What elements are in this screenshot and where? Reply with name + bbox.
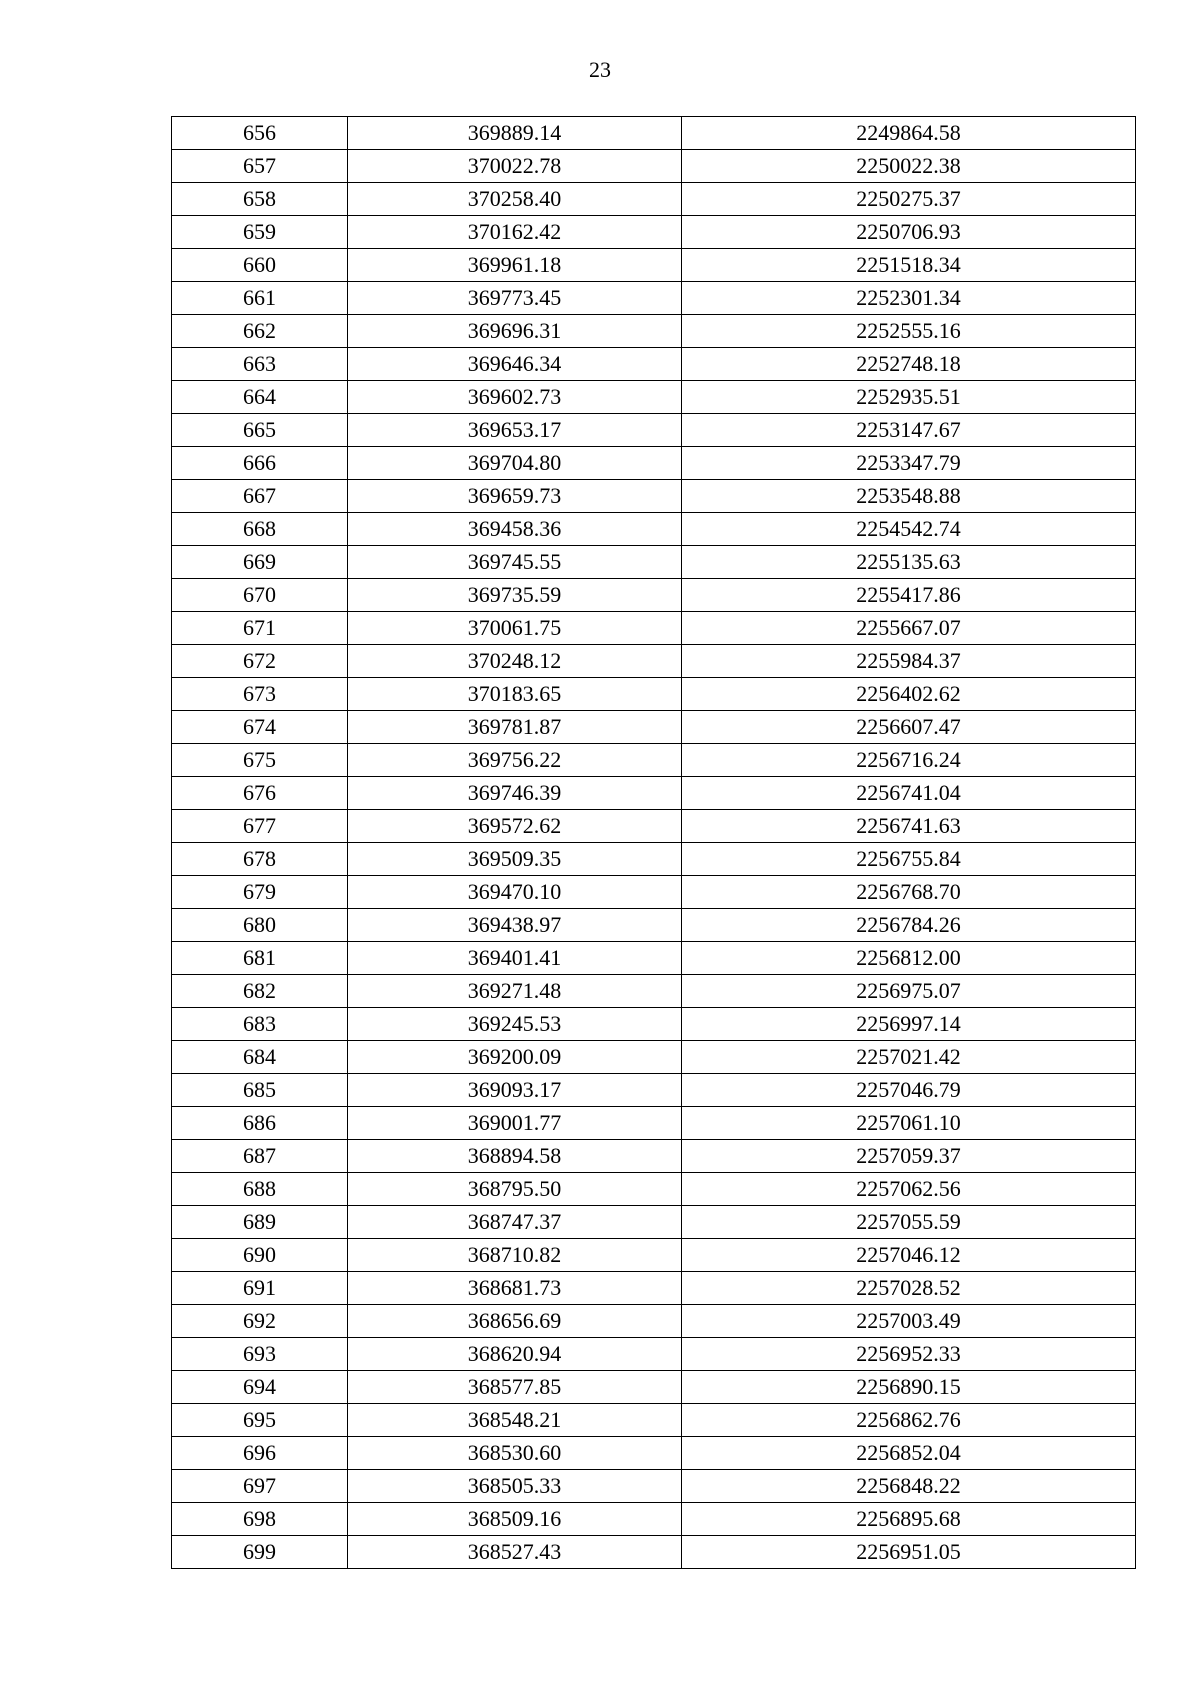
x-coordinate-cell: 370022.78	[348, 150, 682, 183]
table-row	[172, 1437, 1136, 1470]
x-coordinate-cell: 369646.34	[348, 348, 682, 381]
y-coordinate-cell: 2257059.37	[682, 1140, 1136, 1173]
point-number-cell: 678	[172, 843, 348, 876]
y-coordinate-cell: 2252935.51	[682, 381, 1136, 414]
y-coordinate-cell: 2257046.79	[682, 1074, 1136, 1107]
x-coordinate-cell: 368795.50	[348, 1173, 682, 1206]
x-coordinate-cell: 369746.39	[348, 777, 682, 810]
y-coordinate-cell: 2256768.70	[682, 876, 1136, 909]
point-number-cell: 693	[172, 1338, 348, 1371]
point-number-cell: 680	[172, 909, 348, 942]
y-coordinate-cell: 2256848.22	[682, 1470, 1136, 1503]
table-row	[172, 1173, 1136, 1206]
x-coordinate-cell: 368710.82	[348, 1239, 682, 1272]
point-number-cell: 661	[172, 282, 348, 315]
point-number-cell: 663	[172, 348, 348, 381]
y-coordinate-cell: 2256951.05	[682, 1536, 1136, 1569]
table-row	[172, 1272, 1136, 1305]
table-row	[172, 975, 1136, 1008]
point-number-cell: 658	[172, 183, 348, 216]
table-row	[172, 1470, 1136, 1503]
x-coordinate-cell: 369659.73	[348, 480, 682, 513]
y-coordinate-cell: 2252748.18	[682, 348, 1136, 381]
y-coordinate-cell: 2250022.38	[682, 150, 1136, 183]
point-number-cell: 664	[172, 381, 348, 414]
y-coordinate-cell: 2256741.63	[682, 810, 1136, 843]
y-coordinate-cell: 2250706.93	[682, 216, 1136, 249]
table-row	[172, 612, 1136, 645]
table-row	[172, 480, 1136, 513]
y-coordinate-cell: 2252301.34	[682, 282, 1136, 315]
x-coordinate-cell: 369704.80	[348, 447, 682, 480]
point-number-cell: 671	[172, 612, 348, 645]
x-coordinate-cell: 368505.33	[348, 1470, 682, 1503]
x-coordinate-cell: 369696.31	[348, 315, 682, 348]
point-number-cell: 690	[172, 1239, 348, 1272]
x-coordinate-cell: 368527.43	[348, 1536, 682, 1569]
x-coordinate-cell: 369200.09	[348, 1041, 682, 1074]
x-coordinate-cell: 369781.87	[348, 711, 682, 744]
point-number-cell: 668	[172, 513, 348, 546]
table-row	[172, 282, 1136, 315]
y-coordinate-cell: 2256862.76	[682, 1404, 1136, 1437]
point-number-cell: 669	[172, 546, 348, 579]
x-coordinate-cell: 368894.58	[348, 1140, 682, 1173]
y-coordinate-cell: 2256997.14	[682, 1008, 1136, 1041]
table-row	[172, 777, 1136, 810]
y-coordinate-cell: 2255984.37	[682, 645, 1136, 678]
coordinates-table	[171, 116, 1136, 1569]
x-coordinate-cell: 368577.85	[348, 1371, 682, 1404]
table-row	[172, 678, 1136, 711]
table-row	[172, 216, 1136, 249]
table-row	[172, 645, 1136, 678]
y-coordinate-cell: 2254542.74	[682, 513, 1136, 546]
point-number-cell: 681	[172, 942, 348, 975]
y-coordinate-cell: 2249864.58	[682, 117, 1136, 150]
x-coordinate-cell: 369470.10	[348, 876, 682, 909]
table-row	[172, 1536, 1136, 1569]
x-coordinate-cell: 369602.73	[348, 381, 682, 414]
table-row	[172, 513, 1136, 546]
point-number-cell: 697	[172, 1470, 348, 1503]
table-row	[172, 744, 1136, 777]
y-coordinate-cell: 2255135.63	[682, 546, 1136, 579]
table-row	[172, 1140, 1136, 1173]
table-row	[172, 909, 1136, 942]
point-number-cell: 666	[172, 447, 348, 480]
page-number: 23	[589, 57, 611, 82]
point-number-cell: 659	[172, 216, 348, 249]
x-coordinate-cell: 370162.42	[348, 216, 682, 249]
table-row	[172, 1008, 1136, 1041]
x-coordinate-cell: 369001.77	[348, 1107, 682, 1140]
table-row	[172, 1074, 1136, 1107]
y-coordinate-cell: 2253347.79	[682, 447, 1136, 480]
y-coordinate-cell: 2257003.49	[682, 1305, 1136, 1338]
table-row	[172, 1404, 1136, 1437]
table-row	[172, 1371, 1136, 1404]
point-number-cell: 656	[172, 117, 348, 150]
y-coordinate-cell: 2256607.47	[682, 711, 1136, 744]
table-row	[172, 414, 1136, 447]
table-row	[172, 1338, 1136, 1371]
y-coordinate-cell: 2256895.68	[682, 1503, 1136, 1536]
y-coordinate-cell: 2256784.26	[682, 909, 1136, 942]
table-row	[172, 117, 1136, 150]
y-coordinate-cell: 2250275.37	[682, 183, 1136, 216]
y-coordinate-cell: 2257061.10	[682, 1107, 1136, 1140]
x-coordinate-cell: 370248.12	[348, 645, 682, 678]
point-number-cell: 686	[172, 1107, 348, 1140]
point-number-cell: 672	[172, 645, 348, 678]
table-row	[172, 711, 1136, 744]
y-coordinate-cell: 2256755.84	[682, 843, 1136, 876]
point-number-cell: 694	[172, 1371, 348, 1404]
point-number-cell: 699	[172, 1536, 348, 1569]
y-coordinate-cell: 2251518.34	[682, 249, 1136, 282]
table-row	[172, 876, 1136, 909]
x-coordinate-cell: 370258.40	[348, 183, 682, 216]
table-row	[172, 1041, 1136, 1074]
x-coordinate-cell: 369756.22	[348, 744, 682, 777]
x-coordinate-cell: 369438.97	[348, 909, 682, 942]
point-number-cell: 683	[172, 1008, 348, 1041]
table-row	[172, 183, 1136, 216]
x-coordinate-cell: 369961.18	[348, 249, 682, 282]
point-number-cell: 692	[172, 1305, 348, 1338]
point-number-cell: 667	[172, 480, 348, 513]
x-coordinate-cell: 369271.48	[348, 975, 682, 1008]
x-coordinate-cell: 369735.59	[348, 579, 682, 612]
point-number-cell: 698	[172, 1503, 348, 1536]
table-row	[172, 1503, 1136, 1536]
y-coordinate-cell: 2256812.00	[682, 942, 1136, 975]
y-coordinate-cell: 2253548.88	[682, 480, 1136, 513]
point-number-cell: 696	[172, 1437, 348, 1470]
table-row	[172, 447, 1136, 480]
point-number-cell: 682	[172, 975, 348, 1008]
y-coordinate-cell: 2256852.04	[682, 1437, 1136, 1470]
y-coordinate-cell: 2257062.56	[682, 1173, 1136, 1206]
table-row	[172, 1107, 1136, 1140]
y-coordinate-cell: 2255417.86	[682, 579, 1136, 612]
point-number-cell: 677	[172, 810, 348, 843]
point-number-cell: 695	[172, 1404, 348, 1437]
point-number-cell: 685	[172, 1074, 348, 1107]
x-coordinate-cell: 368681.73	[348, 1272, 682, 1305]
y-coordinate-cell: 2253147.67	[682, 414, 1136, 447]
point-number-cell: 689	[172, 1206, 348, 1239]
y-coordinate-cell: 2256402.62	[682, 678, 1136, 711]
table-row	[172, 249, 1136, 282]
point-number-cell: 660	[172, 249, 348, 282]
point-number-cell: 691	[172, 1272, 348, 1305]
x-coordinate-cell: 370183.65	[348, 678, 682, 711]
point-number-cell: 665	[172, 414, 348, 447]
table-row	[172, 1206, 1136, 1239]
y-coordinate-cell: 2256890.15	[682, 1371, 1136, 1404]
x-coordinate-cell: 368530.60	[348, 1437, 682, 1470]
y-coordinate-cell: 2255667.07	[682, 612, 1136, 645]
x-coordinate-cell: 369245.53	[348, 1008, 682, 1041]
table-row	[172, 315, 1136, 348]
point-number-cell: 675	[172, 744, 348, 777]
x-coordinate-cell: 369773.45	[348, 282, 682, 315]
point-number-cell: 676	[172, 777, 348, 810]
x-coordinate-cell: 368620.94	[348, 1338, 682, 1371]
x-coordinate-cell: 369509.35	[348, 843, 682, 876]
y-coordinate-cell: 2256716.24	[682, 744, 1136, 777]
y-coordinate-cell: 2256741.04	[682, 777, 1136, 810]
x-coordinate-cell: 368548.21	[348, 1404, 682, 1437]
point-number-cell: 662	[172, 315, 348, 348]
x-coordinate-cell: 368509.16	[348, 1503, 682, 1536]
table-row	[172, 810, 1136, 843]
table-row	[172, 942, 1136, 975]
table-row	[172, 381, 1136, 414]
point-number-cell: 684	[172, 1041, 348, 1074]
y-coordinate-cell: 2257028.52	[682, 1272, 1136, 1305]
x-coordinate-cell: 368747.37	[348, 1206, 682, 1239]
y-coordinate-cell: 2257046.12	[682, 1239, 1136, 1272]
x-coordinate-cell: 369889.14	[348, 117, 682, 150]
y-coordinate-cell: 2256952.33	[682, 1338, 1136, 1371]
x-coordinate-cell: 370061.75	[348, 612, 682, 645]
x-coordinate-cell: 369458.36	[348, 513, 682, 546]
table-row	[172, 150, 1136, 183]
point-number-cell: 687	[172, 1140, 348, 1173]
table-row	[172, 546, 1136, 579]
point-number-cell: 673	[172, 678, 348, 711]
point-number-cell: 657	[172, 150, 348, 183]
y-coordinate-cell: 2252555.16	[682, 315, 1136, 348]
x-coordinate-cell: 369093.17	[348, 1074, 682, 1107]
x-coordinate-cell: 368656.69	[348, 1305, 682, 1338]
y-coordinate-cell: 2257021.42	[682, 1041, 1136, 1074]
x-coordinate-cell: 369572.62	[348, 810, 682, 843]
table-row	[172, 1239, 1136, 1272]
x-coordinate-cell: 369653.17	[348, 414, 682, 447]
point-number-cell: 670	[172, 579, 348, 612]
table-row	[172, 348, 1136, 381]
point-number-cell: 679	[172, 876, 348, 909]
point-number-cell: 674	[172, 711, 348, 744]
x-coordinate-cell: 369401.41	[348, 942, 682, 975]
point-number-cell: 688	[172, 1173, 348, 1206]
coordinates-table-body	[172, 117, 1136, 1569]
y-coordinate-cell: 2256975.07	[682, 975, 1136, 1008]
table-row	[172, 579, 1136, 612]
y-coordinate-cell: 2257055.59	[682, 1206, 1136, 1239]
table-row	[172, 1305, 1136, 1338]
x-coordinate-cell: 369745.55	[348, 546, 682, 579]
table-row	[172, 843, 1136, 876]
